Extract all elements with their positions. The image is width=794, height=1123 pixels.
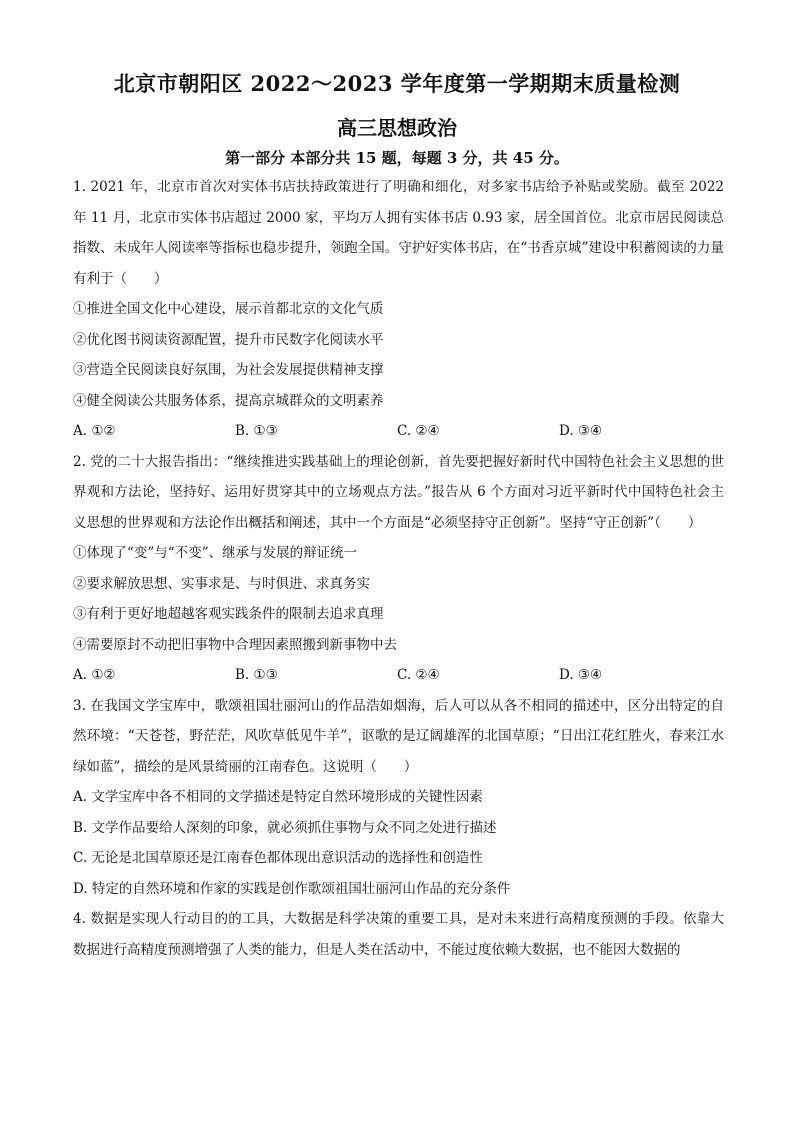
exam-subject: 高三思想政治 (337, 116, 457, 140)
question-2-choice-c: C. ②④ (397, 667, 440, 683)
question-3-option-a: A. 文学宝库中各不相同的文学描述是特定自然环境形成的关键性因素 (73, 789, 483, 805)
question-3-stem: 3. 在我国文学宝库中，歌颂祖国壮丽河山的作品浩如烟海，后人可以从各不相同的描述中，区分出特定的自然环境：“天苍苍，野茫茫，风吹草低见牛羊”，讴歌的是辽阔雄浑的北国草原；“日出江花红胜火，春来江水绿如蓝”，描绘的是风景绮丽的江南春色。这说明（ ） (73, 697, 724, 775)
question-1-stem: 1. 2021 年，北京市首次对实体书店扶持政策进行了明确和细化，对多家书店给予补贴或奖励。截至 2022 年 11 月，北京市实体书店超过 2000 家，平均万人拥有实体书店 0.93 家，居全国首位。北京市居民阅读总指数、未成年人阅读率等指标也稳步提升，领跑全国。守护好实体书店，在“书香京城”建设中积蓄阅读的力量有利于（ ） (73, 179, 724, 287)
question-4-stem: 4. 数据是实现人行动目的的工具，大数据是科学决策的重要工具，是对未来进行高精度预测的手段。依靠大数据进行高精度预测增强了人类的能力，但是人类在活动中，不能过度依赖大数据，也不能因大数据的 (73, 911, 724, 958)
question-2-statement-4: ④需要原封不动把旧事物中合理因素照搬到新事物中去 (73, 636, 397, 653)
question-1-statement-1: ①推进全国文化中心建设，展示首都北京的文化气质 (73, 301, 384, 317)
question-2-choices (73, 660, 724, 691)
question-4 (73, 904, 724, 965)
question-1-choice-a: A. ①② (73, 423, 116, 439)
question-1-choice-d: D. ③④ (559, 423, 603, 439)
question-2-choice-d: D. ③④ (559, 667, 603, 683)
question-2 (73, 447, 724, 691)
question-3-option-b: B. 文学作品要给人深刻的印象，就必须抓住事物与众不同之处进行描述 (73, 819, 497, 836)
question-2-statement-3: ③有利于更好地超越客观实践条件的限制去追求真理 (73, 606, 384, 622)
question-1-choice-c: C. ②④ (397, 423, 440, 439)
question-1-statement-4: ④健全阅读公共服务体系，提高京城群众的文明素养 (73, 392, 384, 409)
questions-body (73, 172, 724, 965)
question-2-statement-2: ②要求解放思想、实事求是、与时俱进、求真务实 (73, 575, 370, 592)
question-1-statement-3: ③营造全民阅读良好氛围，为社会发展提供精神支撑 (73, 362, 384, 378)
question-2-stem: 2. 党的二十大报告指出：“继续推进实践基础上的理论创新，首先要把握好新时代中国特色社会主义思想的世界观和方法论，坚持好、运用好贯穿其中的立场观点方法。”报告从 6 个方面对习近平新时代中国特色社会主义思想的世界观和方法论作出概括和阐述，其中一个方面是“必须坚持守正创新”。坚持“守正创新”（ ） (73, 453, 724, 531)
question-2-choice-b: B. ①③ (235, 667, 278, 683)
section-heading: 第一部分 本部分共 15 题，每题 3 分，共 45 分。 (225, 149, 569, 167)
question-2-statement-1: ①体现了“变”与“不变”、继承与发展的辩证统一 (73, 545, 358, 561)
question-3 (73, 691, 724, 905)
question-2-choice-a: A. ①② (73, 667, 116, 683)
question-1-statement-2: ②优化图书阅读资源配置，提升市民数字化阅读水平 (73, 331, 384, 348)
question-3-option-d: D. 特定的自然环境和作家的实践是创作歌颂祖国壮丽河山作品的充分条件 (73, 880, 511, 897)
question-1-choice-b: B. ①③ (235, 423, 278, 439)
question-1 (73, 172, 724, 447)
exam-title: 北京市朝阳区 2022～2023 学年度第一学期期末质量检测 (113, 71, 681, 96)
question-3-option-c: C. 无论是北国草原还是江南春色都体现出意识活动的选择性和创造性 (73, 850, 483, 866)
question-1-choices (73, 416, 724, 447)
